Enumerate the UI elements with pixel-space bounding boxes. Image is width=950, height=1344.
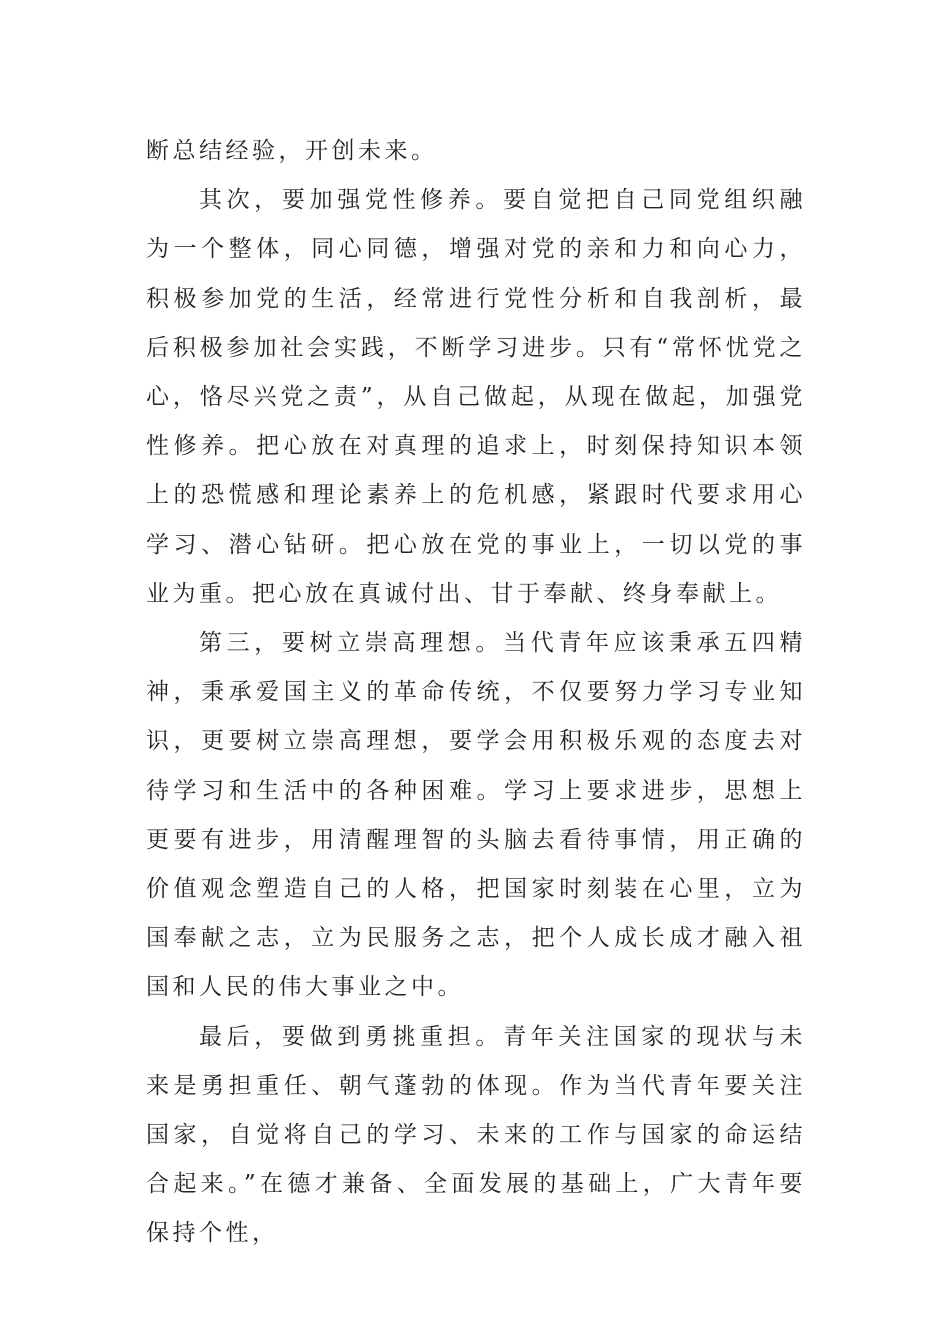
document-body	[146, 127, 806, 1259]
paragraph-take-responsibility: 最后，要做到勇挑重担。青年关注国家的现状与未来是勇担重任、朝气蓬勃的体现。作为当代青年要关注国家，自觉将自己的学习、未来的工作与国家的命运结合起来。”在德才兼备、全面发展的基础上，广大青年要保持个性，	[146, 1023, 806, 1247]
paragraph-lofty-ideals: 第三，要树立崇高理想。当代青年应该秉承五四精神，秉承爱国主义的革命传统，不仅要努力学习专业知识，更要树立崇高理想，要学会用积极乐观的态度去对待学习和生活中的各种困难。学习上要求进步，思想上更要有进步，用清醒理智的头脑去看待事情，用正确的价值观念塑造自己的人格，把国家时刻装在心里，立为国奉献之志，立为民服务之志，把个人成长成才融入祖国和人民的伟大事业之中。	[146, 630, 806, 1001]
paragraph-party-spirit: 其次，要加强党性修养。要自觉把自己同党组织融为一个整体，同心同德，增强对党的亲和力和向心力，积极参加党的生活，经常进行党性分析和自我剖析，最后积极参加社会实践，不断学习进步。只有“常怀忧党之心，恪尽兴党之责”，从自己做起，从现在做起，加强党性修养。把心放在对真理的追求上，时刻保持知识本领上的恐慌感和理论素养上的危机感，紧跟时代要求用心学习、潜心钻研。把心放在党的事业上，一切以党的事业为重。把心放在真诚付出、甘于奉献、终身奉献上。	[146, 187, 806, 607]
paragraph-continuation: 断总结经验，开创未来。	[146, 138, 438, 164]
